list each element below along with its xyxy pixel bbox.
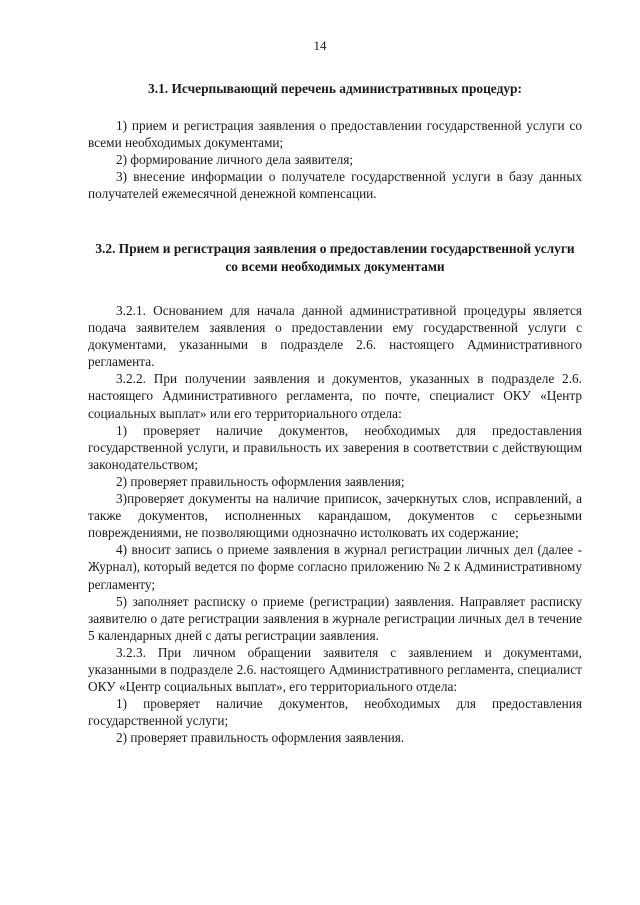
- paragraph: 3.2.2. При получении заявления и документов, указанных в подразделе 2.6. настоящего Административного регламента, по почте, специалист ОКУ «Центр социальных выплат» или его территориального отдела:: [88, 371, 582, 421]
- section-3-2-body: [88, 302, 582, 746]
- paragraph: 3.2.1. Основанием для начала данной административной процедуры является подача заявителем заявления о предоставлении ему государственной услуги с документами, указанными в подразделе 2.6. настоящего Административного регламента.: [88, 303, 582, 370]
- paragraph: 2) проверяет правильность оформления заявления.: [116, 730, 405, 746]
- list-item: 3) внесение информации о получателе государственной услуги в базу данных получателей ежемесячной денежной компенсации.: [88, 169, 582, 202]
- paragraph: 1) проверяет наличие документов, необходимых для предоставления государственной услуги, и правильность их заверения в соответствии с действующим законодательством;: [88, 422, 582, 472]
- paragraph: 5) заполняет расписку о приеме (регистрации) заявления. Направляет расписку заявителю о дате регистрации заявления в журнале регистрации личных дел в течение 5 календарных дней с даты регистрации заявления.: [88, 593, 582, 643]
- paragraph: 3.2.3. При личном обращении заявителя с заявлением и документами, указанными в подразделе 2.6. настоящего Административного регламента, специалист ОКУ «Центр социальных выплат», его территориального отдела:: [88, 644, 582, 695]
- section-3-1-heading: 3.1. Исчерпывающий перечень административных процедур:: [148, 81, 522, 96]
- list-item: 2) формирование личного дела заявителя;: [116, 152, 354, 168]
- paragraph: 1) проверяет наличие документов, необходимых для предоставления государственной услуги;: [88, 696, 582, 729]
- paragraph: 4) вносит запись о приеме заявления в журнал регистрации личных дел (далее - Журнал), который ведется по форме согласно приложению № 2 к Административному регламенту;: [88, 542, 582, 592]
- paragraph: 3)проверяет документы на наличие приписок, зачеркнутых слов, исправлений, а также документов, исполненных карандашом, документов с серьезными повреждениями, не позволяющими однозначно истолковать их содержание;: [88, 491, 582, 541]
- page-number: 14: [313, 38, 327, 53]
- paragraph: 2) проверяет правильность оформления заявления;: [116, 473, 405, 489]
- list-item: 1) прием и регистрация заявления о предоставлении государственной услуги со всеми необходимых документами;: [88, 118, 582, 151]
- section-3-2-heading: 3.2. Прием и регистрация заявления о предоставлении государственной услуги со всеми необходимых документами: [95, 241, 575, 274]
- section-3-1-list: [88, 117, 582, 202]
